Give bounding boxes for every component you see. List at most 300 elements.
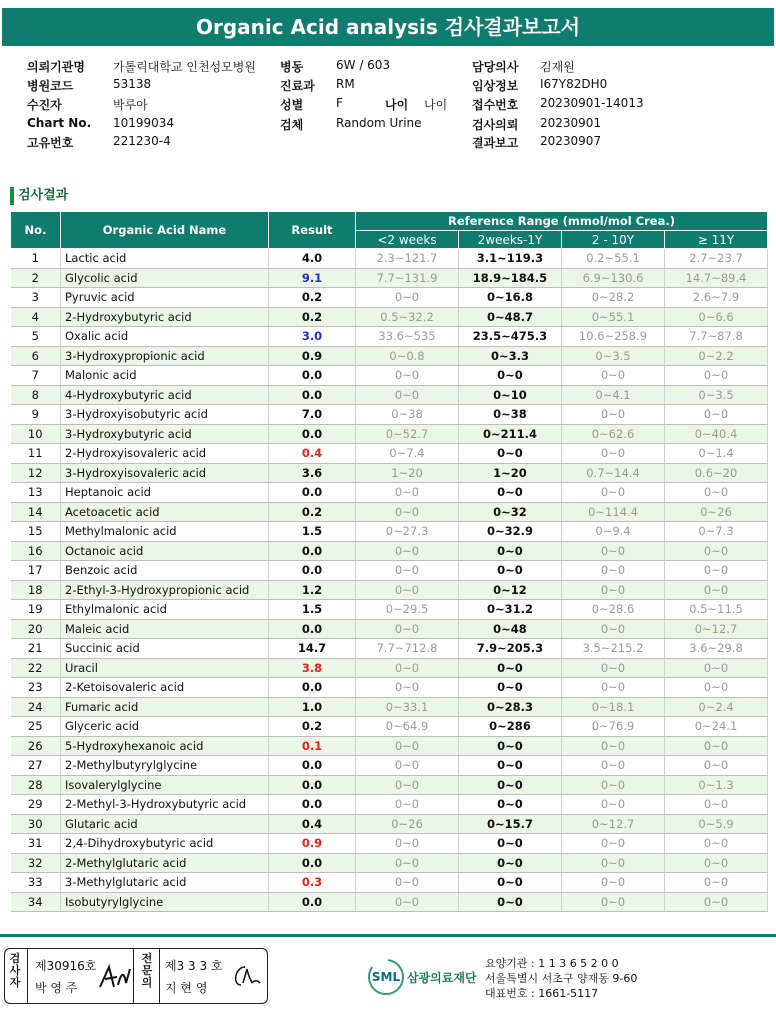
table-row xyxy=(11,405,768,425)
result-value: 0.2 xyxy=(269,307,356,327)
ref-2-10y: 0~3.5 xyxy=(562,346,665,366)
ref-under-2w: 0~52.7 xyxy=(356,424,459,444)
ref-11y: 0~26 xyxy=(665,502,768,522)
ref-11y: 14.7~89.4 xyxy=(665,268,768,288)
ref-under-2w: 0~0 xyxy=(356,541,459,561)
acid-name: Fumaric acid xyxy=(61,697,269,717)
ref-2-10y: 0~0 xyxy=(562,366,665,386)
result-value: 0.2 xyxy=(269,717,356,737)
ref-under-2w: 0~38 xyxy=(356,405,459,425)
ref-2w-1y: 0~0 xyxy=(459,756,562,776)
ref-11y: 0~0 xyxy=(665,366,768,386)
table-row xyxy=(11,736,768,756)
result-value: 1.5 xyxy=(269,522,356,542)
ref-2-10y: 0~0 xyxy=(562,444,665,464)
table-row xyxy=(11,307,768,327)
signature-divider-3 xyxy=(159,949,160,1003)
ref-under-2w: 33.6~535 xyxy=(356,327,459,347)
sex-value: F xyxy=(336,96,343,110)
table-row xyxy=(11,756,768,776)
row-number: 17 xyxy=(11,561,61,581)
ref-2-10y: 0~0 xyxy=(562,834,665,854)
uid-label: 고유번호 xyxy=(27,136,74,150)
ref-2w-1y: 0~0 xyxy=(459,795,562,815)
sex-label: 성별 xyxy=(280,98,304,112)
ref-2-10y: 0~0 xyxy=(562,736,665,756)
request-label: 검사의뢰 xyxy=(472,118,519,132)
code-value: 53138 xyxy=(113,77,152,91)
ref-11y: 0~0 xyxy=(665,561,768,581)
ref-11y: 0~0 xyxy=(665,658,768,678)
acid-name: 3-Hydroxybutyric acid xyxy=(61,424,269,444)
ref-11y: 0~0 xyxy=(665,678,768,698)
result-value: 0.9 xyxy=(269,346,356,366)
row-number: 32 xyxy=(11,853,61,873)
acid-name: Glutaric acid xyxy=(61,814,269,834)
signature-divider-2 xyxy=(133,949,134,1003)
ref-2w-1y: 0~16.8 xyxy=(459,288,562,308)
ref-11y: 0~0 xyxy=(665,873,768,893)
row-number: 28 xyxy=(11,775,61,795)
ref-2-10y: 0~0 xyxy=(562,678,665,698)
table-row xyxy=(11,580,768,600)
row-number: 19 xyxy=(11,600,61,620)
acid-name: 2-Hydroxybutyric acid xyxy=(61,307,269,327)
ref-under-2w: 0~0 xyxy=(356,366,459,386)
ref-under-2w: 0~0 xyxy=(356,853,459,873)
specialist-license: 제3 3 3 호 xyxy=(165,959,223,973)
clinical-label: 임상정보 xyxy=(472,79,519,93)
row-number: 21 xyxy=(11,639,61,659)
acid-name: Uracil xyxy=(61,658,269,678)
doctor-label: 담당의사 xyxy=(472,60,519,74)
footer-divider xyxy=(0,934,776,937)
ref-under-2w: 0~27.3 xyxy=(356,522,459,542)
request-value: 20230901 xyxy=(540,116,602,130)
table-row xyxy=(11,873,768,893)
ref-2w-1y: 0~0 xyxy=(459,853,562,873)
specialist-name: 지 현 영 xyxy=(165,981,208,995)
hospital-label: 의뢰기관명 xyxy=(27,60,85,74)
ref-11y: 0~0 xyxy=(665,736,768,756)
ref-2w-1y: 0~31.2 xyxy=(459,600,562,620)
receipt-value: 20230901-14013 xyxy=(540,96,644,110)
table-row xyxy=(11,249,768,269)
result-value: 4.0 xyxy=(269,249,356,269)
result-value: 0.0 xyxy=(269,795,356,815)
table-row xyxy=(11,385,768,405)
ref-2-10y: 0~0 xyxy=(562,892,665,912)
table-row xyxy=(11,853,768,873)
signature-divider xyxy=(27,949,28,1003)
ref-2w-1y: 0~0 xyxy=(459,775,562,795)
ref-11y: 0~2.2 xyxy=(665,346,768,366)
result-value: 14.7 xyxy=(269,639,356,659)
ref-2-10y: 0~114.4 xyxy=(562,502,665,522)
result-value: 0.0 xyxy=(269,385,356,405)
result-value: 0.0 xyxy=(269,775,356,795)
row-number: 34 xyxy=(11,892,61,912)
ref-2w-1y: 7.9~205.3 xyxy=(459,639,562,659)
row-number: 4 xyxy=(11,307,61,327)
result-value: 0.2 xyxy=(269,288,356,308)
result-value: 0.0 xyxy=(269,619,356,639)
ref-under-2w: 0~0 xyxy=(356,775,459,795)
address: 서울특별시 서초구 양재동 9-60 xyxy=(485,972,638,985)
header-ref-under-2w: <2 weeks xyxy=(356,231,459,249)
ward-value: 6W / 603 xyxy=(336,58,391,72)
table-row xyxy=(11,463,768,483)
result-value: 0.3 xyxy=(269,873,356,893)
specialist-label: 전문의 xyxy=(141,952,153,989)
row-number: 33 xyxy=(11,873,61,893)
ref-11y: 0~40.4 xyxy=(665,424,768,444)
acid-name: 2-Hydroxyisovaleric acid xyxy=(61,444,269,464)
ref-2-10y: 0~0 xyxy=(562,853,665,873)
ref-2-10y: 0~0 xyxy=(562,795,665,815)
header-reference: Reference Range (mmol/mol Crea.) xyxy=(356,212,768,231)
result-value: 3.0 xyxy=(269,327,356,347)
uid-value: 221230-4 xyxy=(113,134,171,148)
result-value: 0.0 xyxy=(269,678,356,698)
specialist-signature-icon xyxy=(227,961,263,993)
result-value: 0.1 xyxy=(269,736,356,756)
row-number: 1 xyxy=(11,249,61,269)
result-value: 0.0 xyxy=(269,424,356,444)
table-row xyxy=(11,522,768,542)
ref-11y: 0~0 xyxy=(665,853,768,873)
ref-2-10y: 0~0 xyxy=(562,561,665,581)
row-number: 8 xyxy=(11,385,61,405)
ref-2w-1y: 0~32.9 xyxy=(459,522,562,542)
table-row xyxy=(11,561,768,581)
ref-2-10y: 0~9.4 xyxy=(562,522,665,542)
ref-2w-1y: 0~0 xyxy=(459,736,562,756)
organization-name: 삼광의료재단 xyxy=(407,971,477,985)
phone-number: 대표번호 : 1661-5117 xyxy=(485,987,599,1000)
row-number: 3 xyxy=(11,288,61,308)
row-number: 24 xyxy=(11,697,61,717)
results-table xyxy=(10,211,768,912)
chart-value: 10199034 xyxy=(113,116,175,130)
table-row xyxy=(11,502,768,522)
hospital-value: 가톨릭대학교 인천성모병원 xyxy=(113,60,256,74)
row-number: 23 xyxy=(11,678,61,698)
ref-11y: 0~0 xyxy=(665,405,768,425)
ref-2-10y: 0.7~14.4 xyxy=(562,463,665,483)
ref-2w-1y: 0~48.7 xyxy=(459,307,562,327)
table-row xyxy=(11,600,768,620)
table-row xyxy=(11,288,768,308)
specimen-value: Random Urine xyxy=(336,116,422,130)
result-value: 0.0 xyxy=(269,892,356,912)
row-number: 31 xyxy=(11,834,61,854)
ref-under-2w: 7.7~131.9 xyxy=(356,268,459,288)
report-title: Organic Acid analysis 검사결과보고서 xyxy=(2,8,774,46)
ref-2-10y: 0~0 xyxy=(562,580,665,600)
header-ref-2-10y: 2 - 10Y xyxy=(562,231,665,249)
result-value: 1.0 xyxy=(269,697,356,717)
result-value: 0.4 xyxy=(269,814,356,834)
ref-11y: 2.7~23.7 xyxy=(665,249,768,269)
ref-under-2w: 0~7.4 xyxy=(356,444,459,464)
ref-11y: 0~1.4 xyxy=(665,444,768,464)
table-row xyxy=(11,814,768,834)
result-value: 0.0 xyxy=(269,853,356,873)
ref-under-2w: 0~0 xyxy=(356,502,459,522)
results-body xyxy=(11,249,768,912)
acid-name: Ethylmalonic acid xyxy=(61,600,269,620)
tester-label: 검사자 xyxy=(9,952,21,989)
ref-2w-1y: 0~0 xyxy=(459,561,562,581)
ref-2-10y: 0~0 xyxy=(562,658,665,678)
acid-name: 2-Ketoisovaleric acid xyxy=(61,678,269,698)
table-row xyxy=(11,327,768,347)
ref-2-10y: 0~55.1 xyxy=(562,307,665,327)
acid-name: 3-Hydroxypropionic acid xyxy=(61,346,269,366)
ref-under-2w: 0~0 xyxy=(356,619,459,639)
table-row xyxy=(11,775,768,795)
patient-value: 박루아 xyxy=(113,98,148,112)
section-title: 검사결과 xyxy=(10,187,68,205)
ref-2-10y: 0~0 xyxy=(562,483,665,503)
acid-name: Heptanoic acid xyxy=(61,483,269,503)
header-result: Result xyxy=(269,212,356,249)
ref-11y: 0~0 xyxy=(665,756,768,776)
result-value: 7.0 xyxy=(269,405,356,425)
ref-11y: 2.6~7.9 xyxy=(665,288,768,308)
table-row xyxy=(11,366,768,386)
code-label: 병원코드 xyxy=(27,79,74,93)
acid-name: Benzoic acid xyxy=(61,561,269,581)
row-number: 5 xyxy=(11,327,61,347)
ref-2w-1y: 0~12 xyxy=(459,580,562,600)
patient-label: 수진자 xyxy=(27,98,62,112)
doctor-value: 김재원 xyxy=(540,60,575,74)
ref-2w-1y: 0~0 xyxy=(459,892,562,912)
report-date-value: 20230907 xyxy=(540,134,602,148)
ref-11y: 0~1.3 xyxy=(665,775,768,795)
ref-2-10y: 0~76.9 xyxy=(562,717,665,737)
acid-name: Pyruvic acid xyxy=(61,288,269,308)
table-row xyxy=(11,892,768,912)
ref-2-10y: 0~0 xyxy=(562,619,665,639)
ref-2w-1y: 0~0 xyxy=(459,678,562,698)
row-number: 13 xyxy=(11,483,61,503)
ref-under-2w: 0~0 xyxy=(356,834,459,854)
table-row xyxy=(11,834,768,854)
result-value: 0.0 xyxy=(269,483,356,503)
ref-2w-1y: 0~0 xyxy=(459,541,562,561)
acid-name: Malonic acid xyxy=(61,366,269,386)
ref-under-2w: 2.3~121.7 xyxy=(356,249,459,269)
ref-2w-1y: 0~15.7 xyxy=(459,814,562,834)
ref-11y: 0.5~11.5 xyxy=(665,600,768,620)
ref-2w-1y: 0~0 xyxy=(459,444,562,464)
row-number: 26 xyxy=(11,736,61,756)
result-value: 0.4 xyxy=(269,444,356,464)
acid-name: Octanoic acid xyxy=(61,541,269,561)
ref-2-10y: 0~18.1 xyxy=(562,697,665,717)
table-row xyxy=(11,424,768,444)
row-number: 10 xyxy=(11,424,61,444)
ref-under-2w: 0~64.9 xyxy=(356,717,459,737)
age-value: 나이 xyxy=(424,98,448,112)
row-number: 30 xyxy=(11,814,61,834)
ref-2w-1y: 0~0 xyxy=(459,834,562,854)
ref-11y: 0~0 xyxy=(665,483,768,503)
ref-under-2w: 0~0 xyxy=(356,873,459,893)
row-number: 29 xyxy=(11,795,61,815)
row-number: 20 xyxy=(11,619,61,639)
row-number: 15 xyxy=(11,522,61,542)
result-value: 3.8 xyxy=(269,658,356,678)
acid-name: 2,4-Dihydroxybutyric acid xyxy=(61,834,269,854)
ref-under-2w: 0~0 xyxy=(356,385,459,405)
ref-under-2w: 0~0 xyxy=(356,580,459,600)
ref-2w-1y: 0~3.3 xyxy=(459,346,562,366)
specimen-label: 검체 xyxy=(280,118,304,132)
acid-name: Succinic acid xyxy=(61,639,269,659)
ref-2-10y: 0~4.1 xyxy=(562,385,665,405)
acid-name: 3-Methylglutaric acid xyxy=(61,873,269,893)
ref-2w-1y: 18.9~184.5 xyxy=(459,268,562,288)
ref-11y: 0~0 xyxy=(665,541,768,561)
ref-under-2w: 0.5~32.2 xyxy=(356,307,459,327)
ref-2w-1y: 0~32 xyxy=(459,502,562,522)
ref-under-2w: 0~29.5 xyxy=(356,600,459,620)
ref-2-10y: 0~28.2 xyxy=(562,288,665,308)
table-row xyxy=(11,795,768,815)
ref-2-10y: 0~0 xyxy=(562,541,665,561)
ref-11y: 0~5.9 xyxy=(665,814,768,834)
table-row xyxy=(11,444,768,464)
age-label: 나이 xyxy=(385,98,409,112)
ref-2w-1y: 0~0 xyxy=(459,658,562,678)
ref-2-10y: 0.2~55.1 xyxy=(562,249,665,269)
ref-2-10y: 0~62.6 xyxy=(562,424,665,444)
acid-name: 3-Hydroxyisobutyric acid xyxy=(61,405,269,425)
row-number: 12 xyxy=(11,463,61,483)
ref-11y: 7.7~87.8 xyxy=(665,327,768,347)
ref-11y: 3.6~29.8 xyxy=(665,639,768,659)
result-value: 1.5 xyxy=(269,600,356,620)
row-number: 2 xyxy=(11,268,61,288)
clinical-value: I67Y82DH0 xyxy=(540,77,608,91)
ref-11y: 0~6.6 xyxy=(665,307,768,327)
ref-2-10y: 0~0 xyxy=(562,873,665,893)
ref-2w-1y: 0~0 xyxy=(459,366,562,386)
patient-info xyxy=(0,54,776,154)
table-row xyxy=(11,268,768,288)
ref-2w-1y: 0~38 xyxy=(459,405,562,425)
result-value: 9.1 xyxy=(269,268,356,288)
ref-11y: 0~0 xyxy=(665,892,768,912)
dept-value: RM xyxy=(336,77,355,91)
table-row xyxy=(11,619,768,639)
ref-under-2w: 0~0 xyxy=(356,561,459,581)
logo-text: SML xyxy=(371,970,401,984)
table-row xyxy=(11,717,768,737)
result-value: 0.2 xyxy=(269,502,356,522)
ref-2-10y: 0~28.6 xyxy=(562,600,665,620)
row-number: 22 xyxy=(11,658,61,678)
header-ref-2w-1y: 2weeks-1Y xyxy=(459,231,562,249)
table-row xyxy=(11,697,768,717)
ref-11y: 0.6~20 xyxy=(665,463,768,483)
acid-name: Glycolic acid xyxy=(61,268,269,288)
table-row xyxy=(11,483,768,503)
acid-name: 4-Hydroxybutyric acid xyxy=(61,385,269,405)
tester-signature-icon xyxy=(97,961,133,993)
ref-2-10y: 6.9~130.6 xyxy=(562,268,665,288)
ref-under-2w: 0~33.1 xyxy=(356,697,459,717)
ref-under-2w: 0~26 xyxy=(356,814,459,834)
report-date-label: 결과보고 xyxy=(472,136,519,150)
row-number: 25 xyxy=(11,717,61,737)
table-row xyxy=(11,541,768,561)
ref-2w-1y: 0~10 xyxy=(459,385,562,405)
receipt-label: 접수번호 xyxy=(472,98,519,112)
ref-under-2w: 0~0 xyxy=(356,756,459,776)
ref-2-10y: 0~0 xyxy=(562,756,665,776)
ref-under-2w: 0~0 xyxy=(356,795,459,815)
acid-name: Acetoacetic acid xyxy=(61,502,269,522)
acid-name: Maleic acid xyxy=(61,619,269,639)
ref-under-2w: 0~0 xyxy=(356,678,459,698)
acid-name: 5-Hydroxyhexanoic acid xyxy=(61,736,269,756)
acid-name: 3-Hydroxyisovaleric acid xyxy=(61,463,269,483)
ref-11y: 0~0 xyxy=(665,580,768,600)
ref-11y: 0~24.1 xyxy=(665,717,768,737)
ref-under-2w: 7.7~712.8 xyxy=(356,639,459,659)
acid-name: Methylmalonic acid xyxy=(61,522,269,542)
ref-11y: 0~12.7 xyxy=(665,619,768,639)
row-number: 27 xyxy=(11,756,61,776)
result-value: 3.6 xyxy=(269,463,356,483)
ref-under-2w: 0~0 xyxy=(356,736,459,756)
ref-under-2w: 0~0 xyxy=(356,288,459,308)
acid-name: Lactic acid xyxy=(61,249,269,269)
table-row xyxy=(11,639,768,659)
tester-license: 제30916호 xyxy=(35,959,97,973)
ref-2w-1y: 0~0 xyxy=(459,483,562,503)
ref-under-2w: 0~0.8 xyxy=(356,346,459,366)
result-value: 0.0 xyxy=(269,366,356,386)
ref-under-2w: 0~0 xyxy=(356,658,459,678)
ref-under-2w: 0~0 xyxy=(356,483,459,503)
ref-2w-1y: 23.5~475.3 xyxy=(459,327,562,347)
header-name: Organic Acid Name xyxy=(61,212,269,249)
chart-label: Chart No. xyxy=(27,116,92,130)
ref-11y: 0~0 xyxy=(665,834,768,854)
result-value: 1.2 xyxy=(269,580,356,600)
ref-2-10y: 0~0 xyxy=(562,405,665,425)
ref-2-10y: 3.5~215.2 xyxy=(562,639,665,659)
header-no: No. xyxy=(11,212,61,249)
row-number: 14 xyxy=(11,502,61,522)
ref-under-2w: 0~0 xyxy=(356,892,459,912)
ref-2w-1y: 0~286 xyxy=(459,717,562,737)
tester-name: 박 영 주 xyxy=(35,981,78,995)
row-number: 6 xyxy=(11,346,61,366)
ref-2-10y: 0~0 xyxy=(562,775,665,795)
acid-name: Isovalerylglycine xyxy=(61,775,269,795)
row-number: 11 xyxy=(11,444,61,464)
table-row xyxy=(11,346,768,366)
row-number: 16 xyxy=(11,541,61,561)
ref-11y: 0~3.5 xyxy=(665,385,768,405)
